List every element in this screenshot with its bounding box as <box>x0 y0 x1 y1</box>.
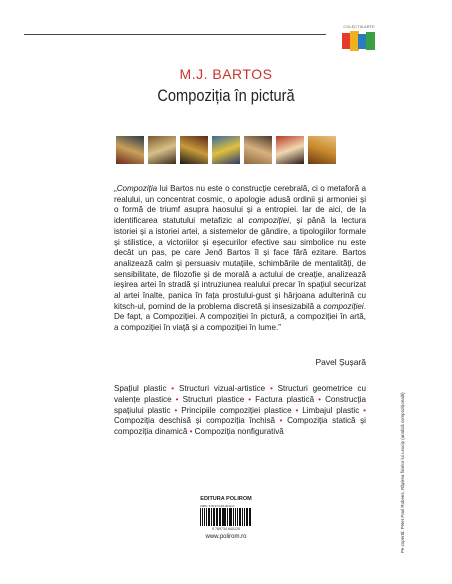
top-divider <box>24 34 326 35</box>
contents-item: Compoziția statică și compoziția dinamică <box>114 416 366 437</box>
bullet-icon: • <box>187 427 195 437</box>
blurb-segment: . De fapt, a Compoziției. A compoziției în pictură, a compoziției în artă, a compoziției în viață și a compoziției în lume.” <box>114 301 366 333</box>
isbn-number: 9 789734 600120 <box>212 527 240 531</box>
thumbnail-painting-4 <box>212 136 240 164</box>
thumbnail-painting-5 <box>244 136 272 164</box>
contents-item: Structuri geometrice cu valențe plastice <box>114 384 366 404</box>
book-title: Compoziția în pictură <box>157 86 295 105</box>
thumbnail-painting-1 <box>116 136 144 164</box>
bullet-icon: • <box>314 394 326 404</box>
contents-item: Construcția spațiului plastic <box>114 394 366 415</box>
bullet-icon: • <box>291 405 303 415</box>
blurb-signature: Pavel Șușară <box>315 357 366 367</box>
blurb-segment: compoziției <box>323 301 364 311</box>
blurb-segment: Compoziția <box>116 184 158 193</box>
bullet-icon: • <box>171 394 183 404</box>
thumbnail-painting-7 <box>308 136 336 164</box>
thumbnail-painting-6 <box>276 136 304 164</box>
blurb-segment: compoziției <box>248 216 290 226</box>
bullet-icon: • <box>359 405 366 415</box>
contents-list <box>114 384 366 438</box>
blurb-segment: „ <box>114 184 117 193</box>
painting-thumbnails <box>116 136 336 164</box>
bullet-icon: • <box>166 384 179 393</box>
isbn-label: ISBN: 978-973-46-0012-0 <box>200 504 235 508</box>
author-name: M.J. BARTOS <box>179 66 273 82</box>
blurb-segment: lui Bartos nu este o construcție cerebrală, ci o metaforă a realului, un concentrat cosmic, o apologie adusă ordinii și armoniei și o formă de triumf asupra haosului și a entropiei. Iar de aici, de la identificarea statutului metafizic al <box>114 184 366 226</box>
thumbnail-painting-2 <box>148 136 176 164</box>
publisher-website: www.polirom.ro <box>205 534 247 540</box>
contents-item: Structuri vizual-artistice <box>178 384 266 393</box>
thumbnail-painting-3 <box>180 136 208 164</box>
arta-logo-icon <box>342 31 376 51</box>
contents-item: Compoziția deschisă și compoziția închisă <box>114 416 276 426</box>
contents-item: Principiile compoziției plastice <box>181 405 292 415</box>
blurb-text <box>114 184 366 334</box>
bullet-icon: • <box>265 384 278 393</box>
contents-item: Spațiul plastic <box>114 384 167 393</box>
isbn-block <box>200 504 252 532</box>
contents-item: Structuri plastice <box>182 394 245 404</box>
barcode-icon <box>200 508 252 526</box>
blurb-segment: , și până la lectura istoriei și a istoriei artei, a sistemelor de gândire, a tipologiilor formale și stilistice, a victoriilor și eșecurilor efective sau simbolice nu este decât un pas, pe care Jenő Bartos îl și face fără ezitare. Bartos analizează calm și persuasiv mutațiile, schimbările de mentalități, de sensibilitate, de filozofie și de morală a actului de creație, analizează ieșirea artei în stradă și intruziunea realului precar în spațiul securizat al artei înalte, panica în fața prostului-gust și hârjoana adulterină cu kitsch-ul, pornind de la problema discretă și insesizabilă a <box>114 216 367 311</box>
logo-top-text: COLECȚIA ARTE <box>343 24 375 29</box>
publisher-name: EDITURA POLIROM <box>200 496 252 502</box>
contents-item: Compoziția nonfigurativă <box>194 427 284 437</box>
bullet-icon: • <box>244 394 256 404</box>
bullet-icon: • <box>170 405 182 415</box>
contents-item: Factura plastică <box>255 394 315 404</box>
contents-item: Limbajul plastic <box>302 405 360 415</box>
cover-credit: Pe copertă: Peter Paul Rubens, Răpirea fiicelor lui Leucip (analiză compozițională) <box>400 392 405 553</box>
collection-logo <box>336 24 382 54</box>
bullet-icon: • <box>275 416 288 426</box>
